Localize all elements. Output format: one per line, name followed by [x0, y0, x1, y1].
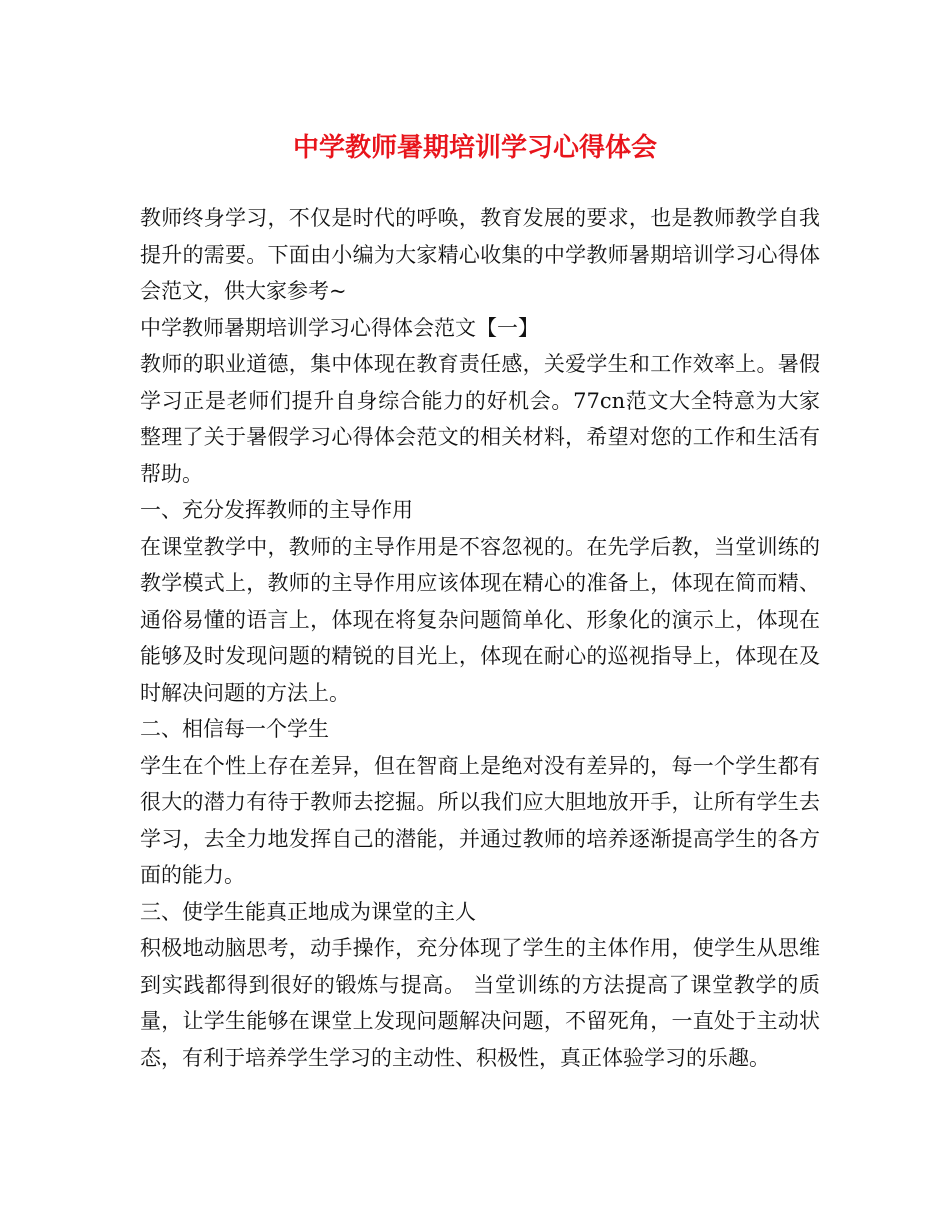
heading-point-3: 三、使学生能真正地成为课堂的主人 [140, 899, 476, 924]
paragraph-teacher-role: 在课堂教学中，教师的主导作用是不容忽视的。在先学后教，当堂训练的教学模式上，教师的主导作用应该体现在精心的准备上，体现在简而精、通俗易懂的语言上，体现在将复杂问题简单化、形象化的演示上，体现在能够及时发现问题的精锐的目光上，体现在耐心的巡视指导上，体现在及时解决问题的方法上。 [140, 534, 820, 705]
document-title: 中学教师暑期培训学习心得体会 [292, 133, 657, 163]
document-body [140, 200, 820, 1076]
heading-point-1: 一、充分发挥教师的主导作用 [140, 498, 413, 522]
paragraph-believe-students: 学生在个性上存在差异，但在智商上是绝对没有差异的，每一个学生都有很大的潜力有待于教师去挖掘。所以我们应大胆地放开手，让所有学生去学习，去全力地发挥自己的潜能，并通过教师的培养逐渐提高学生的各方面的能力。 [140, 753, 820, 887]
section-heading-sample-1: 中学教师暑期培训学习心得体会范文【一】 [140, 315, 539, 340]
intro-paragraph: 教师终身学习，不仅是时代的呼唤，教育发展的要求，也是教师教学自我提升的需要。下面由小编为大家精心收集的中学教师暑期培训学习心得体会范文，供大家参考~ [140, 206, 820, 303]
heading-point-2: 二、相信每一个学生 [140, 717, 329, 741]
paragraph-ethics: 教师的职业道德，集中体现在教育责任感，关爱学生和工作效率上。暑假学习正是老师们提升自身综合能力的好机会。77cn范文大全特意为大家整理了关于暑假学习心得体会范文的相关材料，希望对您的工作和生活有帮助。 [140, 352, 820, 486]
paragraph-students-masters: 积极地动脑思考，动手操作，充分体现了学生的主体作用，使学生从思维到实践都得到很好的锻炼与提高。 当堂训练的方法提高了课堂教学的质量，让学生能够在课堂上发现问题解决问题，不留死角，一直处于主动状态，有利于培养学生学习的主动性、积极性，真正体验学习的乐趣。 [140, 936, 820, 1070]
